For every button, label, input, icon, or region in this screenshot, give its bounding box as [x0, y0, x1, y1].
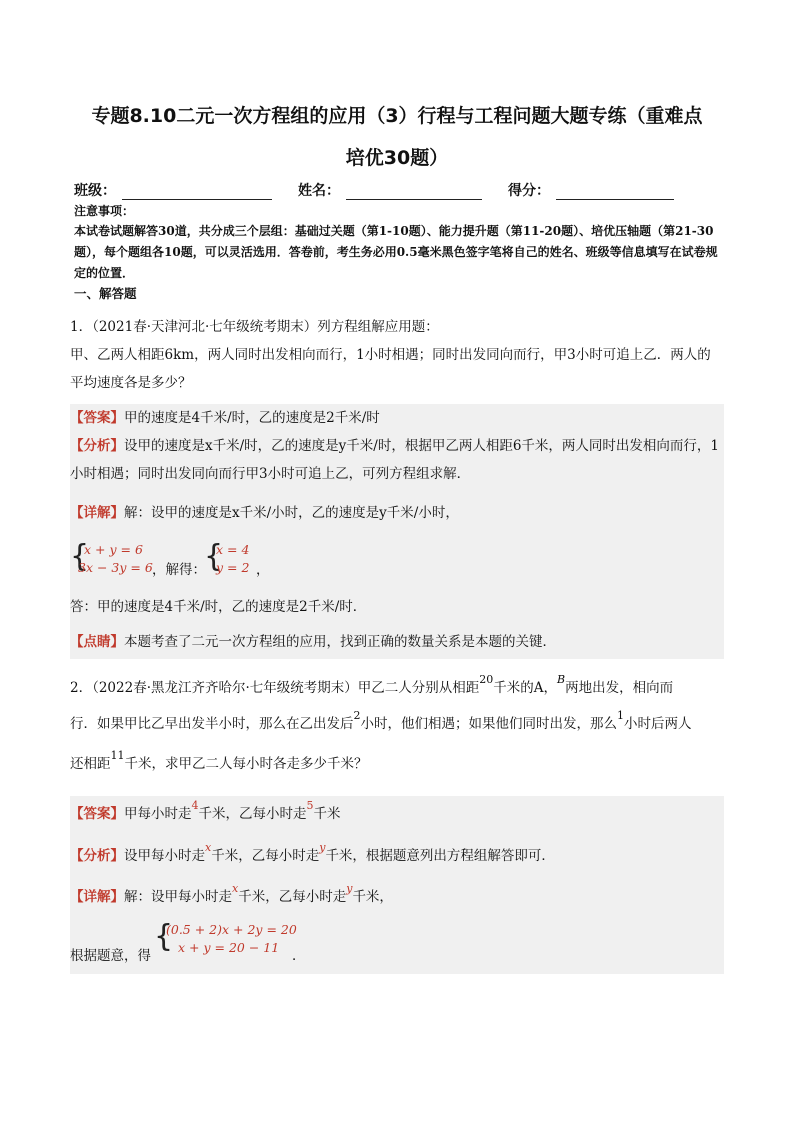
score-field[interactable] — [508, 180, 674, 200]
question-2-line-3: 还相距$^{11}$千米，求甲乙二人每小时各走多少千米？ — [70, 749, 368, 772]
answer-tag: 【答案】 — [70, 806, 124, 822]
q1-comment: 【点睛】本题考查了二元一次方程组的应用，找到正确的数量关系是本题的关键． — [70, 634, 556, 650]
name-blank[interactable] — [346, 183, 482, 200]
q2-answer: 【答案】甲每小时走$^4$千米，乙每小时走$^5$千米 — [70, 799, 341, 822]
question-2-line-1: 2．（2022春·黑龙江齐齐哈尔·七年级统考期末）甲乙二人分别从相距$^{20}$千米的A，$^B$两地出发，相向而 — [70, 673, 674, 696]
q1-equation-system: { x + y = 6 3x − 3y = 6 ，解得： { x = 4 y = 2 ， — [70, 539, 270, 578]
class-field[interactable] — [74, 180, 272, 200]
q2-detail: 【详解】解：设甲每小时走$^x$千米，乙每小时走$^y$千米， — [70, 882, 393, 905]
class-label: 班级： — [74, 183, 116, 199]
detail-tag: 【详解】 — [70, 889, 124, 905]
q1-answer: 【答案】甲的速度是4千米/时，乙的速度是2千米/时 — [70, 410, 380, 426]
name-field[interactable] — [298, 180, 482, 200]
section-heading: 一、解答题 — [74, 286, 137, 301]
student-info-row — [74, 180, 714, 202]
q1-detail: 【详解】解：设甲的速度是x千米/小时，乙的速度是y千米/小时， — [70, 505, 459, 521]
q2-analysis: 【分析】设甲每小时走$^x$千米，乙每小时走$^y$千米，根据题意列出方程组解答即可． — [70, 841, 555, 864]
question-2 — [70, 674, 724, 784]
score-label: 得分： — [508, 183, 550, 199]
score-blank[interactable] — [556, 183, 674, 200]
question-1-text: 甲、乙两人相距6km，两人同时出发相向而行，1小时相遇；同时出发同向而行，甲3小时可追上乙．两人的平均速度各是多少？ — [70, 347, 711, 391]
q1-analysis: 【分析】设甲的速度是x千米/时，乙的速度是y千米/时，根据甲乙两人相距6千米，两人同时出发相向而行，1小时相遇；同时出发同向而行甲3小时可追上乙，可列方程组求解． — [70, 438, 720, 482]
notice-body: 本试卷试题解答30道，共分成三个层组：基础过关题（第1-10题）、能力提升题（第11-20题）、培优压轴题（第21-30题），每个题组各10题，可以灵活选用．答卷前，考生务必用0.5毫米黑色签字笔将自己的姓名、班级等信息填写在试卷规定的位置． — [74, 224, 718, 280]
question-2-solution — [70, 796, 724, 974]
page-title: 专题8.10二元一次方程组的应用（3）行程与工程问题大题专练（重难点 — [91, 105, 703, 127]
question-1-source: 1．（2021春·天津河北·七年级统考期末）列方程组解应用题： — [70, 319, 439, 335]
question-1 — [70, 313, 724, 397]
analysis-tag: 【分析】 — [70, 438, 124, 454]
analysis-tag: 【分析】 — [70, 848, 124, 864]
notice-heading: 注意事项： — [74, 204, 135, 218]
name-label: 姓名： — [298, 183, 340, 199]
answer-tag: 【答案】 — [70, 410, 124, 426]
q2-equation-system: 根据题意，得 { (0.5 + 2)x + 2y = 20 x + y = 20 − 11 ． — [70, 919, 306, 964]
comment-tag: 【点睛】 — [70, 634, 124, 650]
page-title-continued: 培优30题） — [345, 147, 449, 169]
class-blank[interactable] — [122, 183, 272, 200]
question-1-solution — [70, 404, 724, 659]
question-2-line-2: 行．如果甲比乙早出发半小时，那么在乙出发后$^2$小时，他们相遇；如果他们同时出发，那么$^1$小时后两人 — [70, 709, 692, 732]
detail-tag: 【详解】 — [70, 505, 124, 521]
q1-conclusion: 答：甲的速度是4千米/时，乙的速度是2千米/时． — [70, 599, 367, 615]
